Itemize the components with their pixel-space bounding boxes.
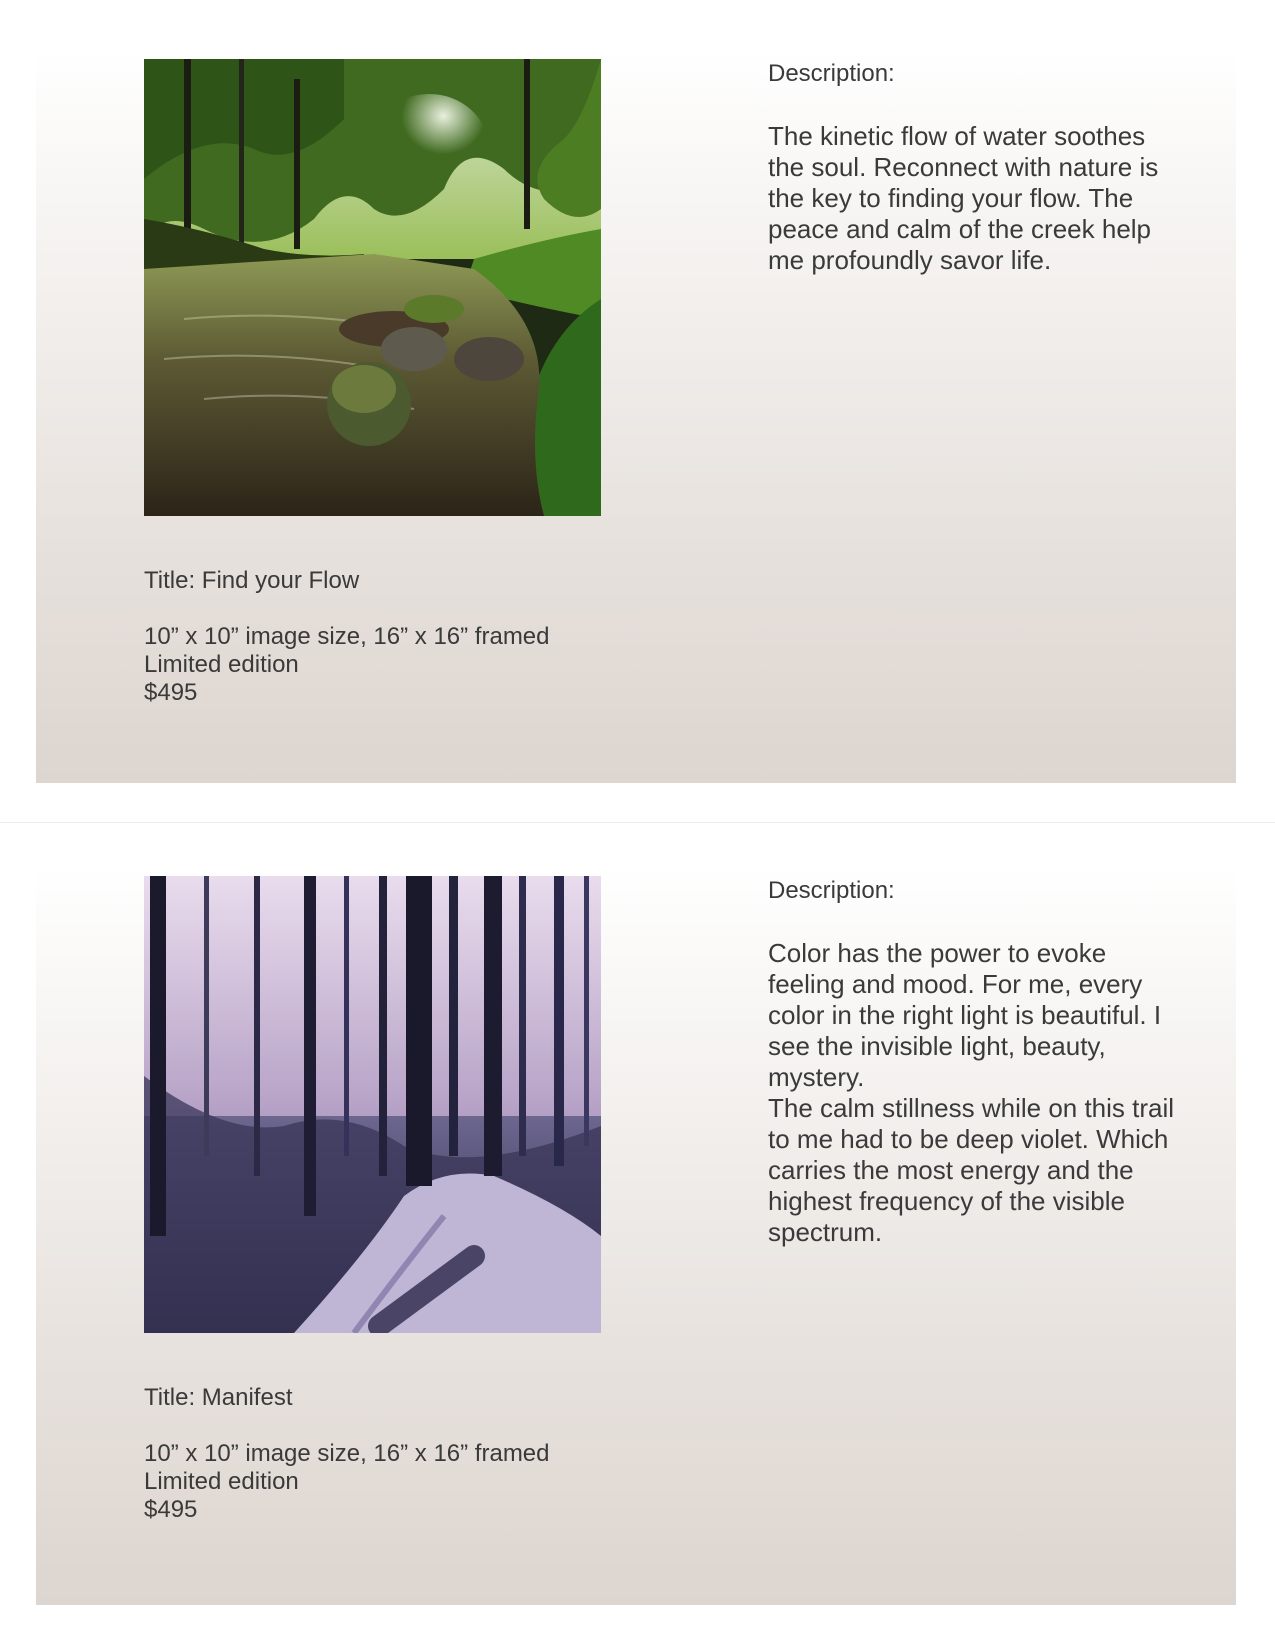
- forest-trail-photo-illustration: [144, 876, 601, 1333]
- creek-photo-illustration: [144, 59, 601, 516]
- artwork-title: Title: Manifest: [144, 1384, 293, 1411]
- description-label: Description:: [768, 60, 895, 87]
- creek-photo: [144, 59, 601, 516]
- artwork-price: $495: [144, 679, 198, 706]
- artwork-price: $495: [144, 1496, 198, 1523]
- page-divider: [0, 822, 1275, 823]
- artwork-card-manifest: [36, 865, 1236, 1605]
- artwork-caption: [144, 1384, 550, 1524]
- artwork-caption: [144, 567, 550, 707]
- artwork-title: Title: Find your Flow: [144, 567, 360, 594]
- artwork-size: 10” x 10” image size, 16” x 16” framed: [144, 1440, 550, 1467]
- artwork-size: 10” x 10” image size, 16” x 16” framed: [144, 623, 550, 650]
- description-paragraph: Color has the power to evoke feeling and mood. For me, every color in the right light is beautiful. I see the invisible light, beauty, mystery.: [768, 938, 1162, 1092]
- description-paragraph: The calm stillness while on this trail to me had to be deep violet. Which carries the most energy and the highest frequency of the visible spectrum.: [768, 1093, 1175, 1247]
- description-paragraph: The kinetic flow of water soothes the soul. Reconnect with nature is the key to finding your flow. The peace and calm of the creek help me profoundly savor life.: [768, 121, 1159, 275]
- artwork-edition: Limited edition: [144, 651, 299, 678]
- artwork-description: [768, 60, 1188, 276]
- artwork-edition: Limited edition: [144, 1468, 299, 1495]
- artwork-description: [768, 877, 1188, 1248]
- artwork-card-find-your-flow: [36, 48, 1236, 783]
- description-label: Description:: [768, 877, 895, 904]
- forest-trail-photo: [144, 876, 601, 1333]
